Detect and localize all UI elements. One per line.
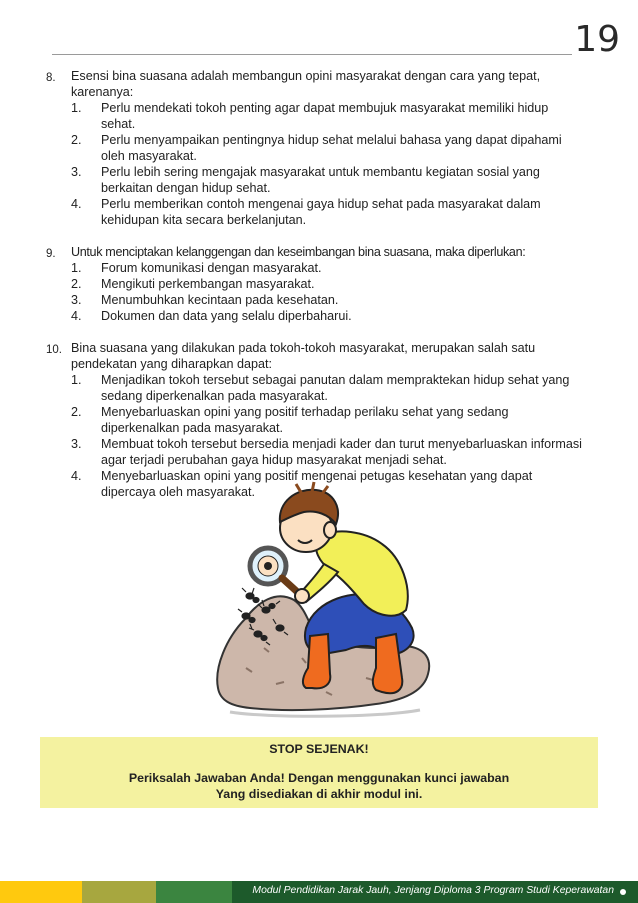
option-list <box>71 100 586 228</box>
option-item <box>71 164 586 196</box>
option-item <box>71 436 586 468</box>
option-text: Perlu lebih sering mengajak masyarakat untuk membantu kegiatan sosial yang berkaitan dengan hidup sehat. <box>101 165 540 195</box>
hand <box>295 589 309 603</box>
option-text: Perlu memberikan contoh mengenai gaya hidup sehat pada masyarakat dalam kehidupan kita secara berkelanjutan. <box>101 197 541 227</box>
page-number: 19 <box>574 19 620 60</box>
question-text: Bina suasana yang dilakukan pada tokoh-tokoh masyarakat, merupakan salah satu pendekatan yang diharapkan dapat: <box>71 341 536 371</box>
question-text: Esensi bina suasana adalah membangun opini masyarakat dengan cara yang tepat, karenanya: <box>71 69 541 99</box>
option-item <box>71 276 586 292</box>
footer-yellow-block <box>0 881 82 903</box>
footer-bar <box>0 881 638 903</box>
option-number: 2. <box>71 133 82 147</box>
option-item <box>71 100 586 132</box>
option-number: 3. <box>71 165 82 179</box>
footer-text: Modul Pendidikan Jarak Jauh, Jenjang Diploma 3 Program Studi Keperawatan <box>252 885 614 896</box>
option-item <box>71 404 586 436</box>
option-item <box>71 372 586 404</box>
option-list <box>71 260 586 324</box>
footer-dot-icon <box>620 889 626 895</box>
option-number: 2. <box>71 405 82 419</box>
option-text: Perlu mendekati tokoh penting agar dapat membujuk masyarakat memiliki hidup sehat. <box>101 101 549 131</box>
ear <box>324 522 336 538</box>
option-text: Menyebarluaskan opini yang positif mengenai petugas kesehatan yang dapat dipercaya oleh masyarakat. <box>101 469 533 499</box>
option-item <box>71 308 586 324</box>
option-number: 2. <box>71 277 82 291</box>
question-10 <box>46 340 586 500</box>
question-number: 8. <box>46 72 56 84</box>
option-item <box>71 292 586 308</box>
boy-magnifier-illustration <box>206 478 446 728</box>
question-number: 10. <box>46 344 62 356</box>
right-boot <box>373 634 402 693</box>
option-item <box>71 260 586 276</box>
option-text: Membuat tokoh tersebut bersedia menjadi kader dan turut menyebarluaskan informasi agar terjadi perubahan gaya hidup masyarakat menjadi sehat. <box>101 437 582 467</box>
header-rule <box>52 54 572 55</box>
option-number: 4. <box>71 197 82 211</box>
option-number: 1. <box>71 373 82 387</box>
option-text: Mengikuti perkembangan masyarakat. <box>101 277 315 291</box>
stop-instruction-line1: Periksalah Jawaban Anda! Dengan menggunakan kunci jawaban <box>128 771 510 785</box>
option-text: Dokumen dan data yang selalu diperbaharui. <box>101 309 352 323</box>
question-9 <box>46 244 586 324</box>
stop-notice-box <box>40 737 598 808</box>
option-number: 4. <box>71 309 82 323</box>
question-8 <box>46 68 586 228</box>
option-number: 1. <box>71 101 82 115</box>
option-item <box>71 132 586 164</box>
option-number: 3. <box>71 293 82 307</box>
stop-title: STOP SEJENAK! <box>269 742 369 756</box>
option-item <box>71 196 586 228</box>
option-text: Menumbuhkan kecintaan pada kesehatan. <box>101 293 339 307</box>
option-text: Perlu menyampaikan pentingnya hidup sehat melalui bahasa yang dapat dipahami oleh masyarakat. <box>101 133 562 163</box>
footer-green-block <box>156 881 232 903</box>
footer-olive-block <box>82 881 156 903</box>
option-number: 3. <box>71 437 82 451</box>
stop-instruction-line2: Yang disediakan di akhir modul ini. <box>215 787 423 801</box>
option-text: Forum komunikasi dengan masyarakat. <box>101 261 322 275</box>
option-number: 1. <box>71 261 82 275</box>
question-list <box>46 68 586 516</box>
question-number: 9. <box>46 248 56 260</box>
option-text: Menjadikan tokoh tersebut sebagai panutan dalam mempraktekan hidup sehat yang sedang diperkenalkan pada masyarakat. <box>101 373 570 403</box>
option-text: Menyebarluaskan opini yang positif terhadap perilaku sehat yang sedang diperkenalkan pada masyarakat. <box>101 405 509 435</box>
option-number: 4. <box>71 469 82 483</box>
question-text: Untuk menciptakan kelanggengan dan keseimbangan bina suasana, maka diperlukan: <box>71 245 526 259</box>
